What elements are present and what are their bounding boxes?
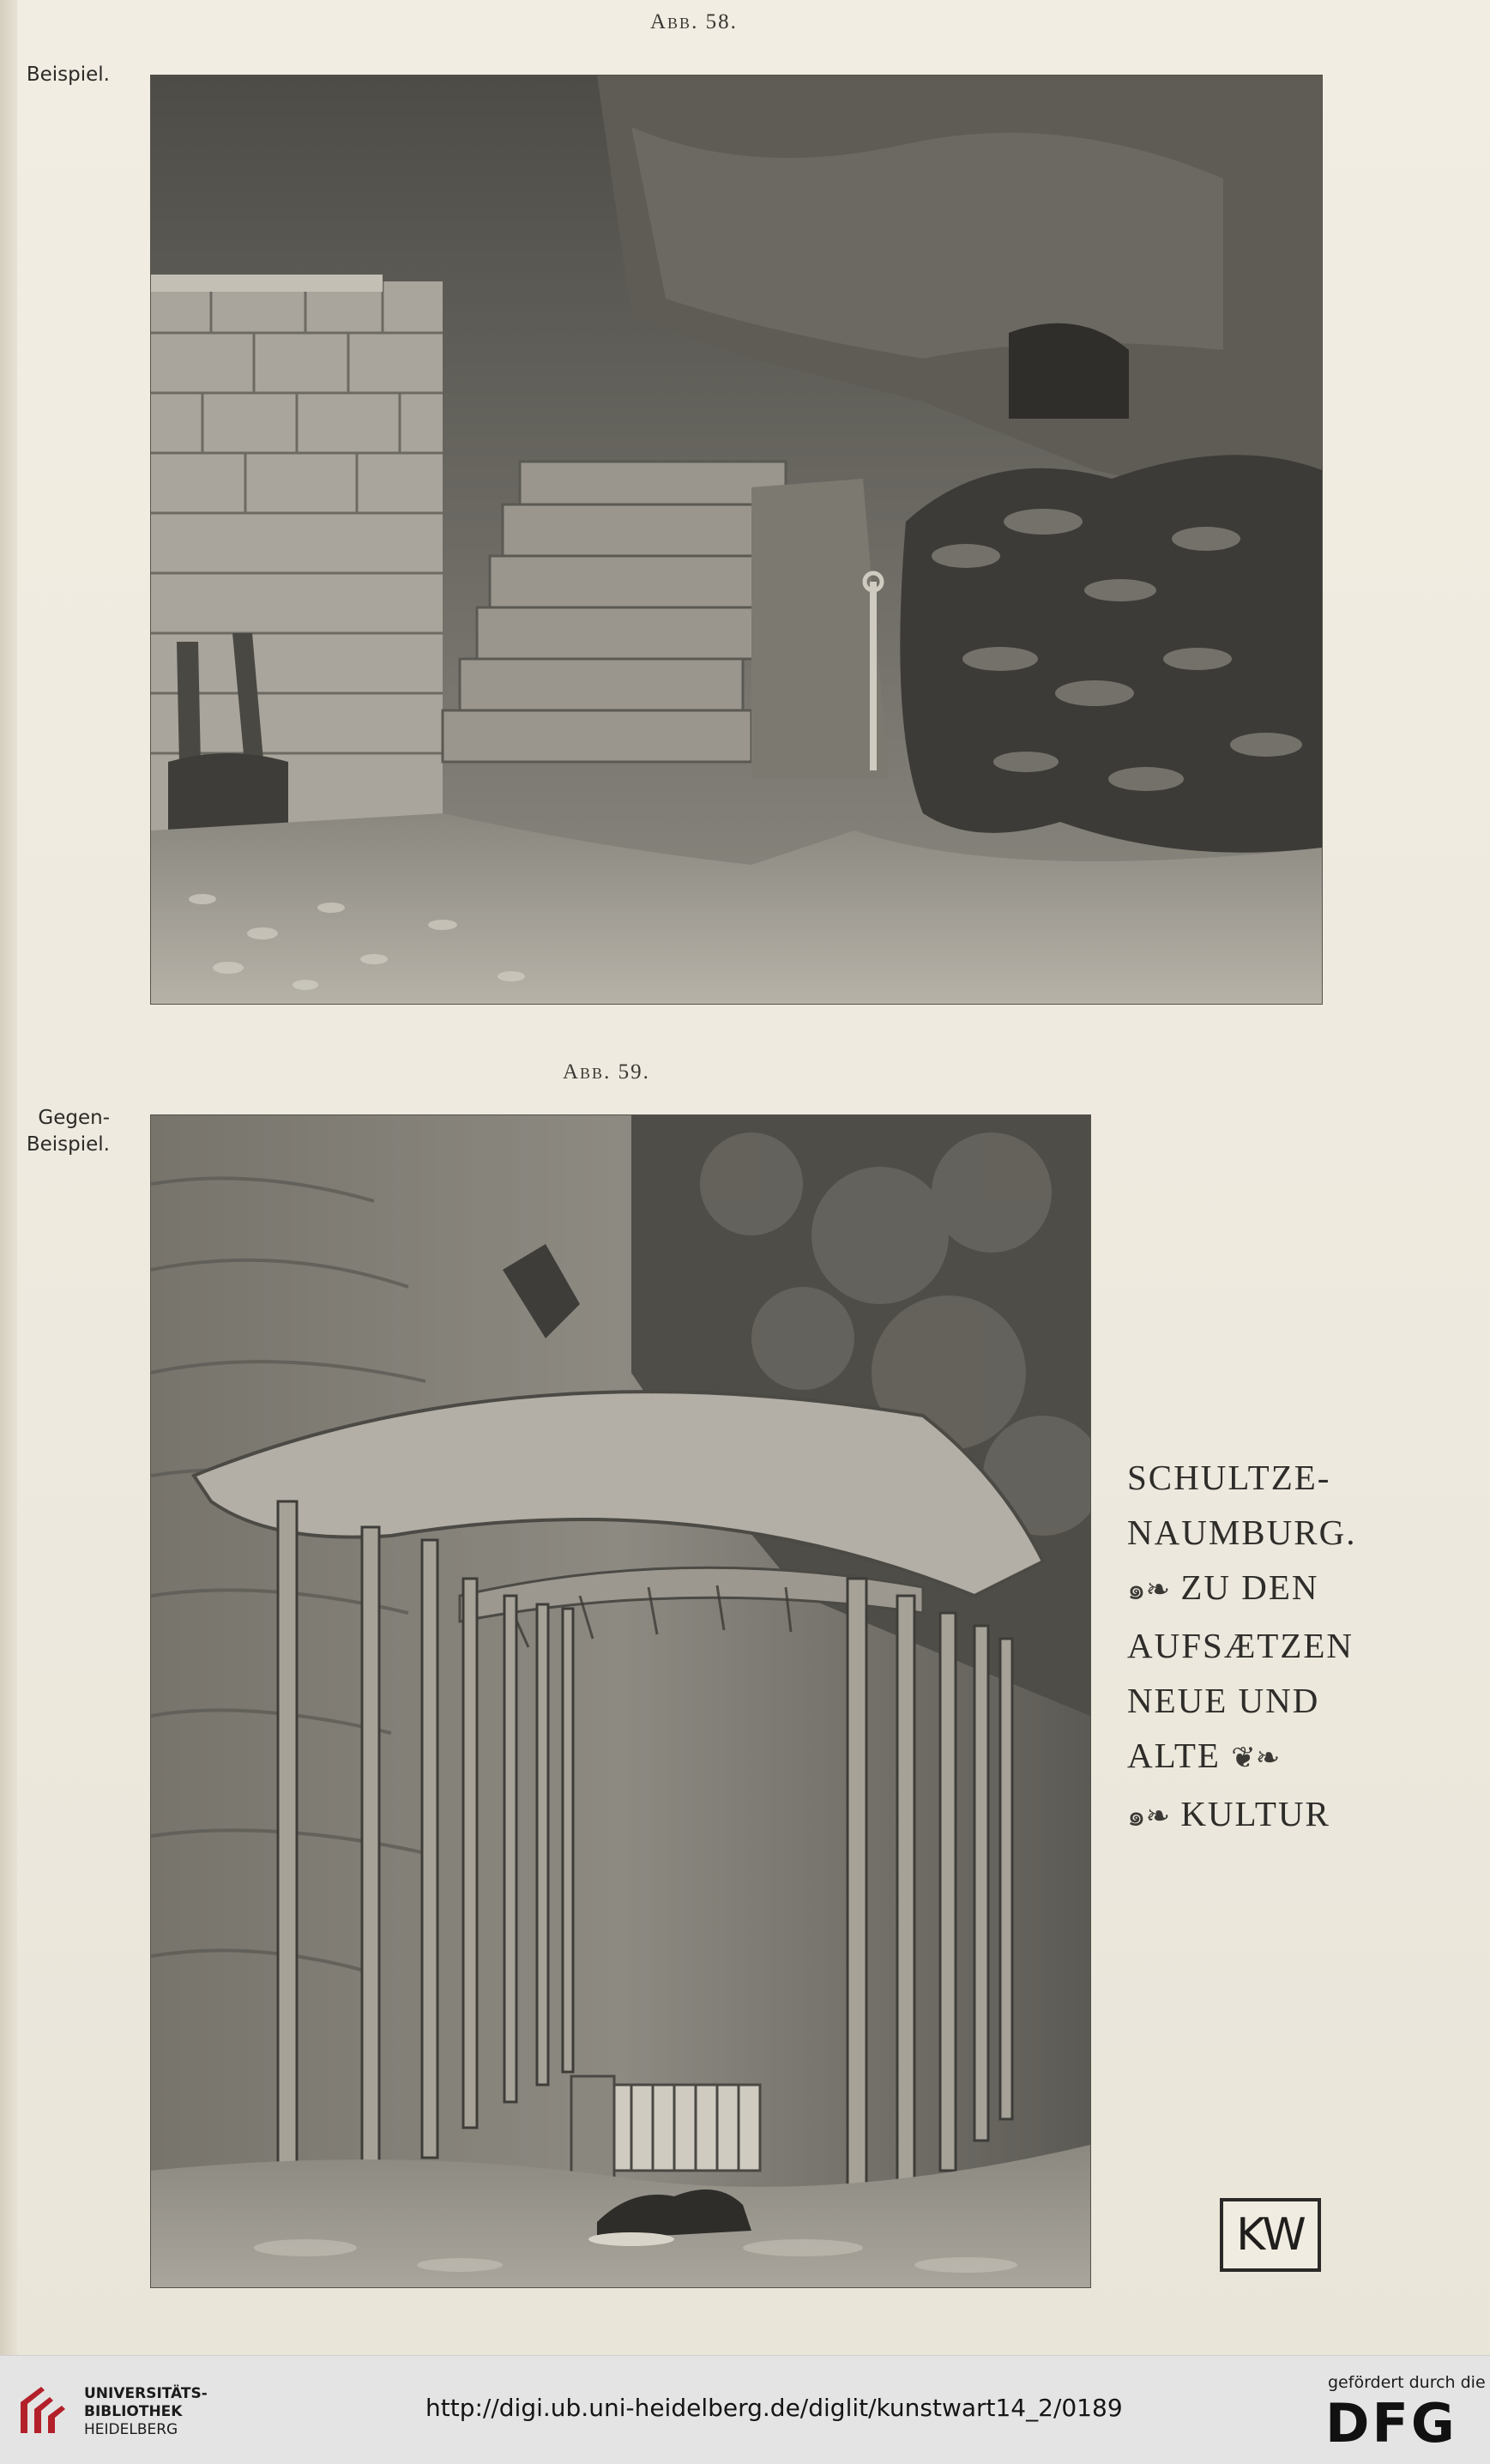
- page-binding-edge: [0, 0, 17, 2355]
- footer-bar: [0, 2355, 1490, 2464]
- series-title-line-6: [1127, 1728, 1402, 1786]
- library-name-line: HEIDELBERG: [84, 2421, 178, 2438]
- library-name[interactable]: [84, 2385, 208, 2439]
- funded-by-label: gefördert durch die: [1328, 2373, 1486, 2392]
- figure-59-side-label: [19, 1105, 110, 1158]
- permalink-url[interactable]: http://digi.ub.uni-heidelberg.de/diglit/kunstwart14_2/0189: [425, 2394, 1123, 2422]
- figure-59-caption: Abb. 59.: [563, 1060, 650, 1084]
- figure-59-side-label-line-2: Beispiel.: [26, 1133, 110, 1157]
- series-title-line-5: [1127, 1673, 1402, 1728]
- series-title-line-7: [1127, 1786, 1402, 1845]
- figure-59-side-label-line-1: Gegen-: [38, 1107, 110, 1129]
- series-title-line-2: [1127, 1505, 1402, 1560]
- fleuron-ornament-icon: ๑❧: [1127, 1801, 1171, 1833]
- ub-heidelberg-logo-icon[interactable]: [15, 2382, 72, 2438]
- figure-58-caption: Abb. 58.: [650, 10, 738, 33]
- series-title-text: SCHULTZE-: [1127, 1458, 1331, 1497]
- library-name-line: UNIVERSITÄTS-: [84, 2385, 208, 2402]
- series-title-line-3: [1127, 1560, 1402, 1618]
- series-title-text: ALTE: [1127, 1736, 1221, 1775]
- iron-shelter-illustration: [151, 1115, 1090, 2287]
- series-title-text: KULTUR: [1180, 1794, 1330, 1833]
- scroll-ornament-icon: ❦❧: [1231, 1742, 1281, 1774]
- series-title-text: AUFSÆTZEN: [1127, 1626, 1354, 1665]
- figure-58-side-label-line: Beispiel.: [26, 63, 110, 86]
- library-name-line: BIBLIOTHEK: [84, 2403, 183, 2420]
- series-title-text: ZU DEN: [1180, 1567, 1319, 1607]
- series-title-text: NEUE UND: [1127, 1681, 1320, 1720]
- series-title-line-1: [1127, 1450, 1402, 1505]
- series-title-text: NAUMBURG.: [1127, 1513, 1357, 1552]
- figure-58-side-label: [19, 62, 110, 88]
- fleuron-ornament-icon: ๑❧: [1127, 1574, 1171, 1606]
- series-title-line-4: [1127, 1618, 1402, 1673]
- kunstwart-monogram-icon: KW: [1220, 2198, 1321, 2272]
- stone-stairs-illustration: [151, 75, 1322, 1004]
- series-title-block: [1127, 1450, 1402, 1845]
- dfg-logo-icon[interactable]: DFG: [1325, 2392, 1457, 2455]
- figure-58-photo-stone-stairs: [151, 75, 1322, 1004]
- figure-59-photo-iron-shelter: [151, 1115, 1090, 2287]
